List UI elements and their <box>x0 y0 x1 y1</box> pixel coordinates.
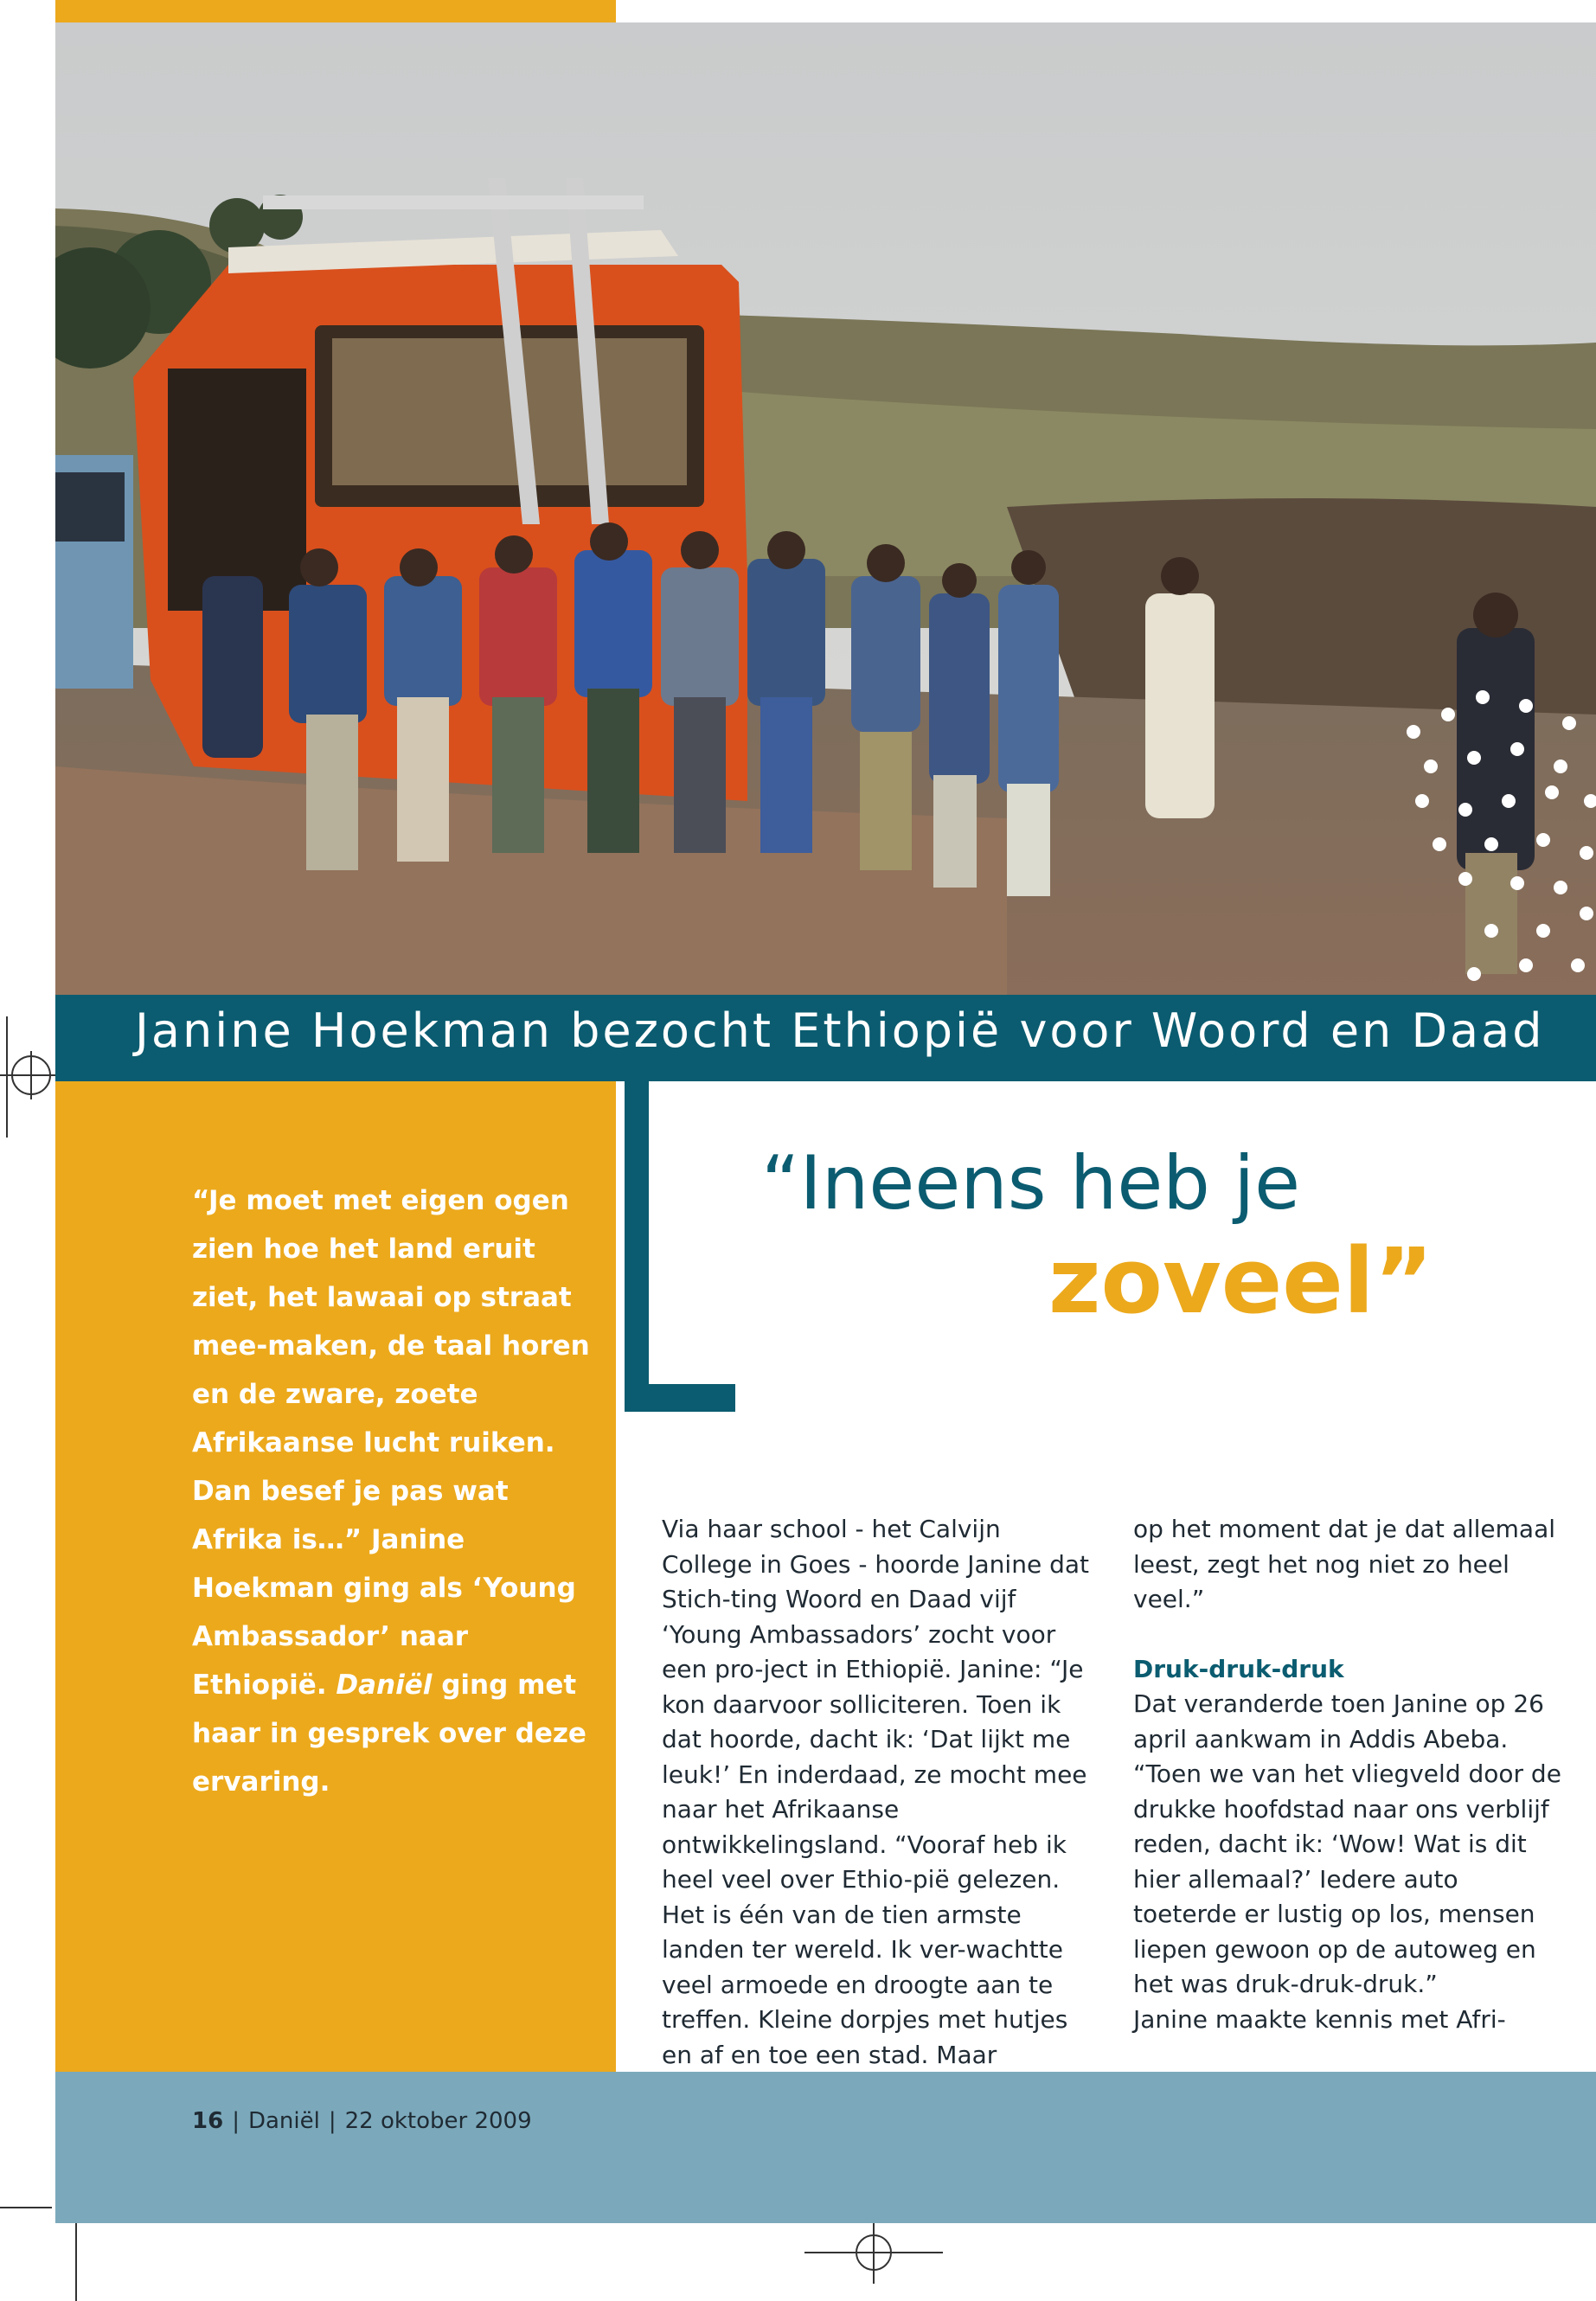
article-subheading: Druk-druk-druk <box>1133 1654 1344 1683</box>
article-title-line2: zoveel” <box>1048 1228 1433 1334</box>
intro-text <box>192 1176 599 1806</box>
page-number: 16 <box>192 2108 224 2134</box>
title-frame-horizontal <box>625 1384 735 1412</box>
article-column-2 <box>1133 1512 1566 2037</box>
page-footer <box>55 2072 1596 2223</box>
crop-mark-left-icon <box>0 1016 61 1138</box>
footer-separator: | <box>328 2108 337 2134</box>
top-accent-bar <box>55 0 616 22</box>
article-column-1 <box>662 1512 1094 2073</box>
intro-magazine-name: Daniël <box>336 1670 433 1701</box>
title-frame-vertical <box>625 1081 649 1412</box>
footer-info <box>192 2108 532 2134</box>
footer-separator: | <box>232 2108 240 2134</box>
bus-photo <box>55 22 1596 995</box>
intro-text-part2: ging met haar in gesprek over deze ervaring. <box>192 1670 586 1798</box>
article-paragraph: Janine maakte kennis met Afri- <box>1133 2004 1506 2034</box>
article-title-line1: “Ineens heb je <box>761 1140 1301 1227</box>
footer-date: 22 oktober 2009 <box>344 2108 532 2134</box>
intro-text-part1: “Je moet met eigen ogen zien hoe het land eruit ziet, het lawaai op straat mee-maken, de taal horen en de zware, zoete Afrikaanse lucht ruiken. Dan besef je pas wat Afrika is…” Janine Hoekman ging als ‘Young Ambassador’ naar Ethiopië. <box>192 1185 590 1701</box>
article-paragraph: Dat veranderde toen Janine op 26 april aankwam in Addis Abeba. “Toen we van het vliegveld door de drukke hoofdstad naar ons verblijf reden, dacht ik: ‘Wow! Wat is dit hier allemaal?’ Iedere auto toeterde er lustig op los, mensen liepen gewoon op de autoweg en het was druk-druk-druk.” <box>1133 1689 1561 1998</box>
footer-magazine: Daniël <box>247 2108 320 2134</box>
article-paragraph: op het moment dat je dat allemaal leest, zegt het nog niet zo heel veel.” <box>1133 1515 1556 1613</box>
crop-mark-bottom-icon <box>804 2223 943 2301</box>
banner-title: Janine Hoekman bezocht Ethiopië voor Woord en Daad <box>135 1003 1545 1058</box>
article-paragraph: Via haar school - het Calvijn College in Goes - hoorde Janine dat Stich-ting Woord en Daad vijf ‘Young Ambassadors’ zocht voor een pro-ject in Ethiopië. Janine: “Je kon daarvoor solliciteren. Toen ik dat hoorde, dacht ik: ‘Dat lijkt me leuk!’ En inderdaad, ze mocht mee naar het Afrikaanse ontwikkelingsland. “Vooraf heb ik heel veel over Ethio-pië gelezen. Het is één van de tien armste landen ter wereld. Ik ver-wachtte veel armoede en droogte aan te treffen. Kleine dorpjes met hutjes en af en toe een stad. Maar <box>662 1515 1089 2069</box>
